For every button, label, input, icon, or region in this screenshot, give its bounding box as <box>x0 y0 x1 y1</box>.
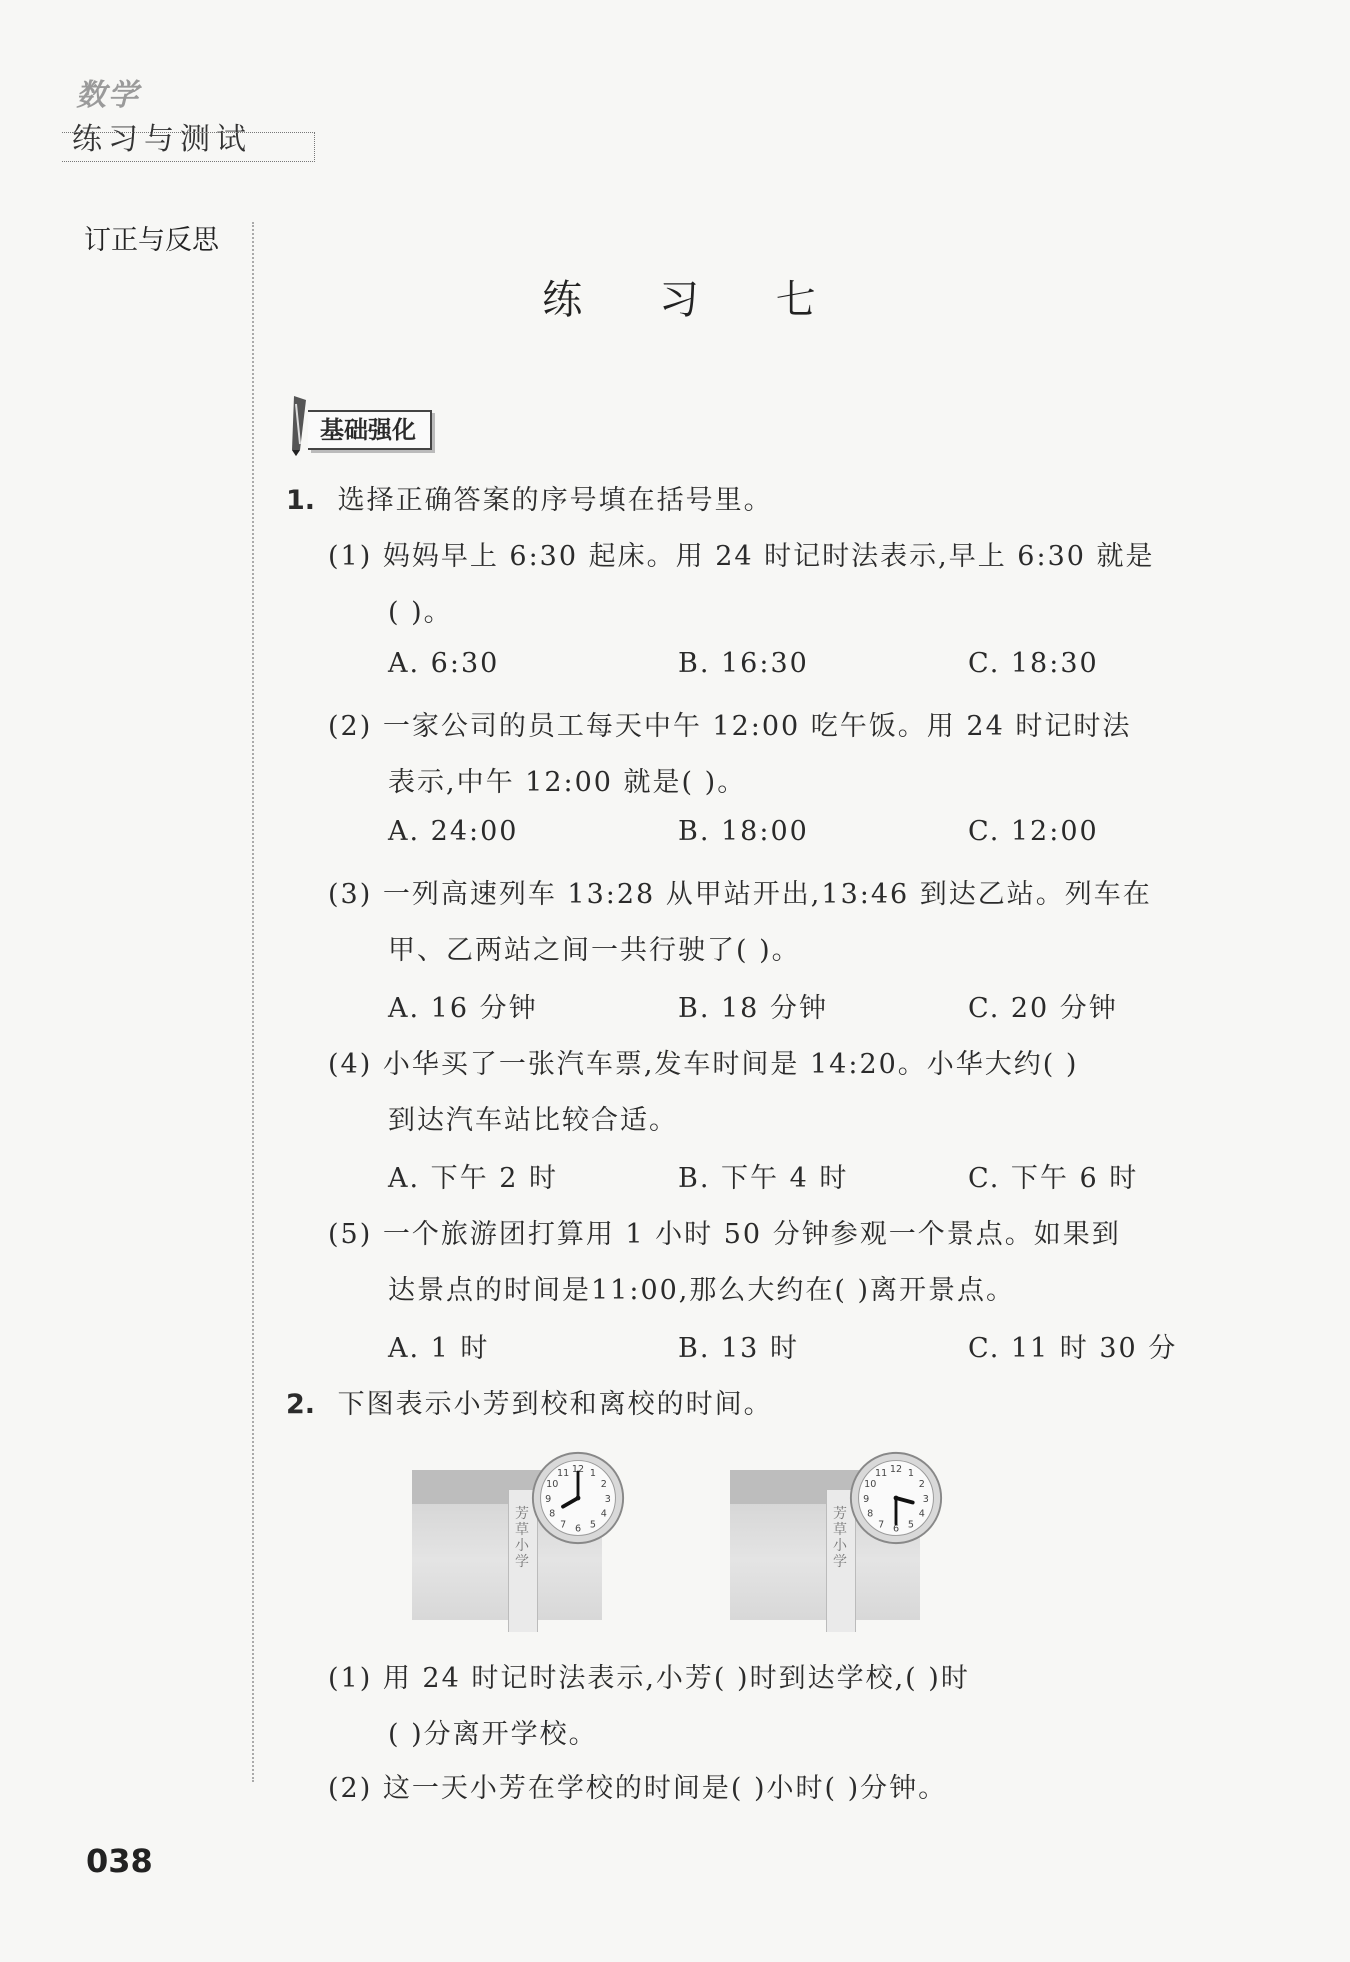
q2-sub-1-line-2: ( )分离开学校。 <box>388 1719 598 1750</box>
q1-item-2-option-c: C. 12:00 <box>968 816 1099 847</box>
clock-number: 6 <box>892 1523 900 1535</box>
departure-scene <box>730 1450 970 1632</box>
clock-number: 3 <box>604 1493 611 1505</box>
clock-number: 2 <box>600 1478 607 1490</box>
q1-item-3-line-2: 甲、乙两站之间一共行驶了( )。 <box>388 935 801 966</box>
subject-label: 数学 <box>76 78 140 113</box>
clock-number: 5 <box>589 1519 596 1531</box>
q1-item-3-option-c: C. 20 分钟 <box>968 993 1118 1024</box>
q1-item-3-option-a: A. 16 分钟 <box>388 993 538 1024</box>
clock-number: 1 <box>907 1468 914 1480</box>
page-title: 练 习 七 <box>542 277 848 323</box>
q2-sub-2-line-1: (2) 这一天小芳在学校的时间是( )小时( )分钟。 <box>328 1773 948 1804</box>
q1-item-1-option-a: A. 6:30 <box>388 648 500 679</box>
question-1 <box>286 478 773 517</box>
q1-item-4-option-a: A. 下午 2 时 <box>388 1163 559 1194</box>
book-header <box>62 70 317 162</box>
clock-center <box>894 1496 899 1501</box>
clock-number: 9 <box>863 1493 870 1505</box>
q1-item-3-line-1: (3) 一列高速列车 13:28 从甲站开出,13:46 到达乙站。列车在 <box>328 879 1152 910</box>
q1-item-2-option-a: A. 24:00 <box>388 816 519 847</box>
section-label: 基础强化 <box>308 410 432 450</box>
clock-number: 12 <box>571 1464 585 1476</box>
page-number: 038 <box>86 1842 153 1880</box>
series-label: 练习与测试 <box>72 122 252 157</box>
clock-number: 4 <box>600 1508 607 1520</box>
q1-item-4-line-2: 到达汽车站比较合适。 <box>388 1105 678 1136</box>
question-number: 2. <box>286 1389 316 1420</box>
q1-item-1-line-1: (1) 妈妈早上 6:30 起床。用 24 时记时法表示,早上 6:30 就是 <box>328 541 1155 572</box>
clock-number: 5 <box>907 1519 914 1531</box>
departure-clock-icon <box>848 1450 944 1546</box>
clock-center <box>576 1496 581 1501</box>
header-frame <box>62 132 315 162</box>
q1-item-2-option-b: B. 18:00 <box>678 816 809 847</box>
arrival-scene <box>412 1450 652 1632</box>
q1-item-1-option-c: C. 18:30 <box>968 648 1099 679</box>
clock-number: 10 <box>546 1478 559 1490</box>
clock-number: 2 <box>918 1478 925 1490</box>
clock-number: 7 <box>560 1519 567 1531</box>
sidebar-divider <box>252 222 254 1782</box>
clock-number: 3 <box>922 1493 929 1505</box>
clock-number: 1 <box>589 1468 596 1480</box>
q1-item-2-line-2: 表示,中午 12:00 就是( )。 <box>388 767 747 798</box>
question-number: 1. <box>286 485 316 516</box>
q1-item-1-option-b: B. 16:30 <box>678 648 809 679</box>
sidebar-title: 订正与反思 <box>84 225 219 256</box>
question-stem: 选择正确答案的序号填在括号里。 <box>337 485 773 516</box>
clock-number: 9 <box>545 1493 552 1505</box>
clock-number: 12 <box>889 1464 903 1476</box>
q1-item-4-option-b: B. 下午 4 时 <box>678 1163 849 1194</box>
q1-item-4-line-1: (4) 小华买了一张汽车票,发车时间是 14:20。小华大约( ) <box>328 1049 1079 1080</box>
q1-item-5-option-c: C. 11 时 30 分 <box>968 1333 1178 1364</box>
q1-item-3-option-b: B. 18 分钟 <box>678 993 828 1024</box>
pencil-icon <box>288 394 310 458</box>
school-sign: 芳草小学 <box>833 1506 847 1570</box>
school-sign: 芳草小学 <box>515 1506 529 1570</box>
question-2 <box>286 1382 773 1421</box>
arrival-clock-icon <box>530 1450 626 1546</box>
clock-number: 8 <box>549 1508 556 1520</box>
q1-item-5-line-1: (5) 一个旅游团打算用 1 小时 50 分钟参观一个景点。如果到 <box>328 1219 1121 1250</box>
q2-sub-1-line-1: (1) 用 24 时记时法表示,小芳( )时到达学校,( )时 <box>328 1663 970 1694</box>
q1-item-5-line-2: 达景点的时间是11:00,那么大约在( )离开景点。 <box>388 1275 1016 1306</box>
clock-number: 8 <box>867 1508 874 1520</box>
clock-number: 11 <box>557 1468 570 1480</box>
q1-item-5-option-b: B. 13 时 <box>678 1333 799 1364</box>
clock-number: 6 <box>574 1523 582 1535</box>
question-stem: 下图表示小芳到校和离校的时间。 <box>337 1389 773 1420</box>
q1-item-5-option-a: A. 1 时 <box>388 1333 490 1364</box>
clock-number: 7 <box>878 1519 885 1531</box>
q1-item-4-option-c: C. 下午 6 时 <box>968 1163 1139 1194</box>
clock-number: 4 <box>918 1508 925 1520</box>
q1-item-1-line-2: ( )。 <box>388 597 453 628</box>
clock-number: 10 <box>864 1478 877 1490</box>
q1-item-2-line-1: (2) 一家公司的员工每天中午 12:00 吃午饭。用 24 时记时法 <box>328 711 1132 742</box>
clock-number: 11 <box>875 1468 888 1480</box>
